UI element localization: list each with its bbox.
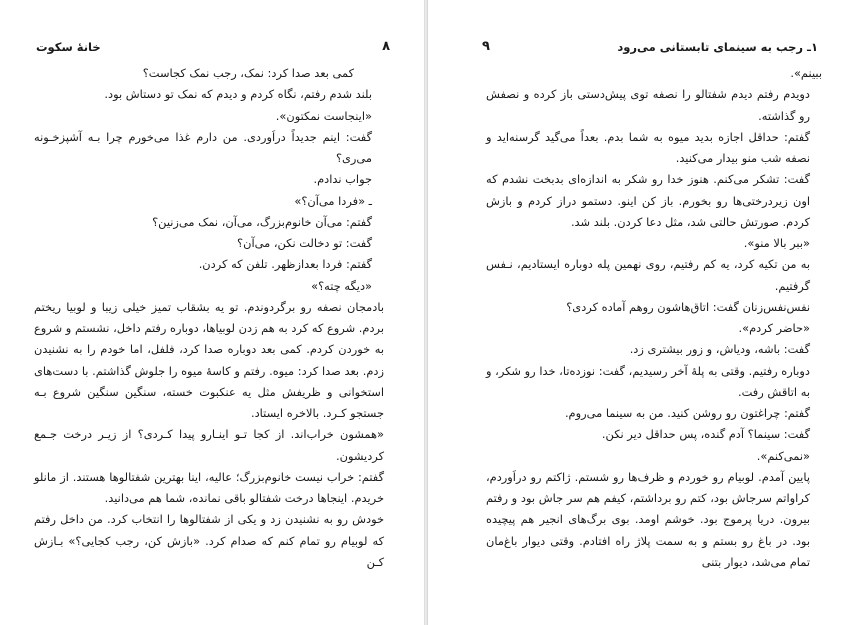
left-page <box>0 0 424 625</box>
paragraph: گفتم: خراب نیست خانوم‌بزرگ؛ عالیه، اینا بهترین شفتالوها هستند. از مانلو خریدم. اینجاها درخت شفتالو باقی نمانده، شما هم می‌دانید. <box>34 469 384 505</box>
paragraph: «دیگه چته؟» <box>311 278 372 293</box>
paragraph: بادمجان نصفه رو برگردوندم. تو یه بشقاب تمیز خیلی زیبا و لوبیا ریختم بردم. شروع که کرد به هم زدن لوبیاها، دوباره رفتم داخل، نشستم و شروع به خوردن کردم. کمی بعد دوباره صدا کرد، فلفل، اما خودم را به نشنیدن زدم. بعد صدا کرد: میوه. رفتم و کاسهٔ میوه را جلوش گذاشتم. با دست‌های استخوانی و ظریفش مثل یه عنکبوت خسته، سنگین سنگین شروع بـه جستجو کـرد. بالاخره ایستاد. <box>34 299 384 420</box>
paragraph: «همشون خراب‌اند. از کجا تـو اینـارو پیدا کـردی؟ از زیـر درخت جـمع کردیشون. <box>34 427 384 463</box>
paragraph: پایین آمدم. لوبیام رو خوردم و ظرف‌ها رو شستم. ژاکتم رو دراَوردم، کراواتم سرجاش بود، کتم رو برداشتم، کیفم هم سر جاش بود و رفتم بیرون. دریا پرموج بود. خوشم اومد. بوی برگ‌های انجیر هم پیچیده بود. در باغ رو بستم و به سمت پلاژ راه افتادم. وقتی دیوار باغ‌مان تمام می‌شد، دیوار بتنی <box>486 469 810 569</box>
paragraph: ببینم». <box>790 66 822 80</box>
paragraph: «ببر بالا منو». <box>743 236 810 250</box>
paragraph: جواب ندادم. <box>313 172 372 187</box>
paragraph: گفتم: حداقل اجازه بدید میوه به شما بدم. بعداً می‌گید گرسنه‌اید و نصفه شب منو بیدار می‌کنید. <box>486 129 810 165</box>
paragraph: گفت: سینما؟ آدم گنده، پس حداقل دیر نکن. <box>601 427 810 442</box>
paragraph: ـ «فردا می‌آن؟» <box>294 193 372 208</box>
left-page-number: ۸ <box>382 39 390 54</box>
paragraph: گفت: اینم جدیداً دراَوردی. من دارم غذا می‌خورم چرا بـه آشپزخـونه می‌ری؟ <box>34 129 372 165</box>
paragraph: گفت: تو دخالت نکن، می‌آن؟ <box>237 236 372 250</box>
paragraph: «نمی‌کنم». <box>756 448 810 463</box>
right-page <box>428 0 852 625</box>
right-page-header <box>482 37 818 57</box>
paragraph: گفتم: می‌آن خانوم‌بزرگ، می‌آن، نمک می‌زنین؟ <box>152 214 372 229</box>
paragraph: گفت: تشکر می‌کنم. هنوز خدا رو شکر به اندازه‌ای بدبخت نشدم که اون زیردرختی‌ها رو بخورم. باز کن اینو. دستمو دراز کردم و بازش کردم. صورتش حالتی شد، مثل دعا کردن. بلند شد. <box>486 172 810 229</box>
paragraph: کمی بعد صدا کرد: نمک، رجب نمک کجاست؟ <box>142 66 354 80</box>
paragraph: دوباره رفتیم. وقتی به پلهٔ آخر رسیدیم، گفت: نوزده‌تا، خدا رو شکر، و به اتاقش رفت. <box>486 363 810 399</box>
paragraph: خودش رو به نشنیدن زد و یکی از شفتالوها را انتخاب کرد. من داخل رفتم که لوبیام رو تمام کنم که صدام کرد. «بازش کن، رجب کجایی؟» بـازش کـن <box>34 512 384 569</box>
paragraph: به من تکیه کرد، یه کم رفتیم، روی نهمین پله دوباره ایستادیم، نـفس گرفتیم. <box>486 257 810 293</box>
left-page-header <box>36 37 390 57</box>
paragraph: نفس‌نفس‌زنان گفت: اتاق‌هاشون روهم آماده کردی؟ <box>566 299 810 314</box>
paragraph: گفت: باشه، ودیاش، و زور بیشتری زد. <box>629 342 810 357</box>
paragraph: دویدم رفتم دیدم شفتالو را نصفه توی پیش‌دستی باز کرده و نصفش رو گذاشته. <box>486 87 810 123</box>
right-page-body <box>486 63 822 573</box>
paragraph: گفتم: چراغتون رو روشن کنید. من به سینما می‌روم. <box>564 406 810 420</box>
left-page-body <box>34 63 384 573</box>
paragraph: «اینجاست نمکتون». <box>275 108 372 123</box>
right-running-title: ۱ـ رجب به سینمای تابستانی می‌رود <box>617 40 818 54</box>
right-page-number: ۹ <box>482 39 490 54</box>
paragraph: بلند شدم رفتم، نگاه کردم و دیدم که نمک تو دستاش بود. <box>104 87 372 102</box>
left-running-title: خانهٔ سکوت <box>36 40 101 54</box>
paragraph: «حاضر کردم». <box>738 321 810 335</box>
paragraph: گفتم: فردا بعدازظهر. تلفن که کردن. <box>198 257 372 272</box>
